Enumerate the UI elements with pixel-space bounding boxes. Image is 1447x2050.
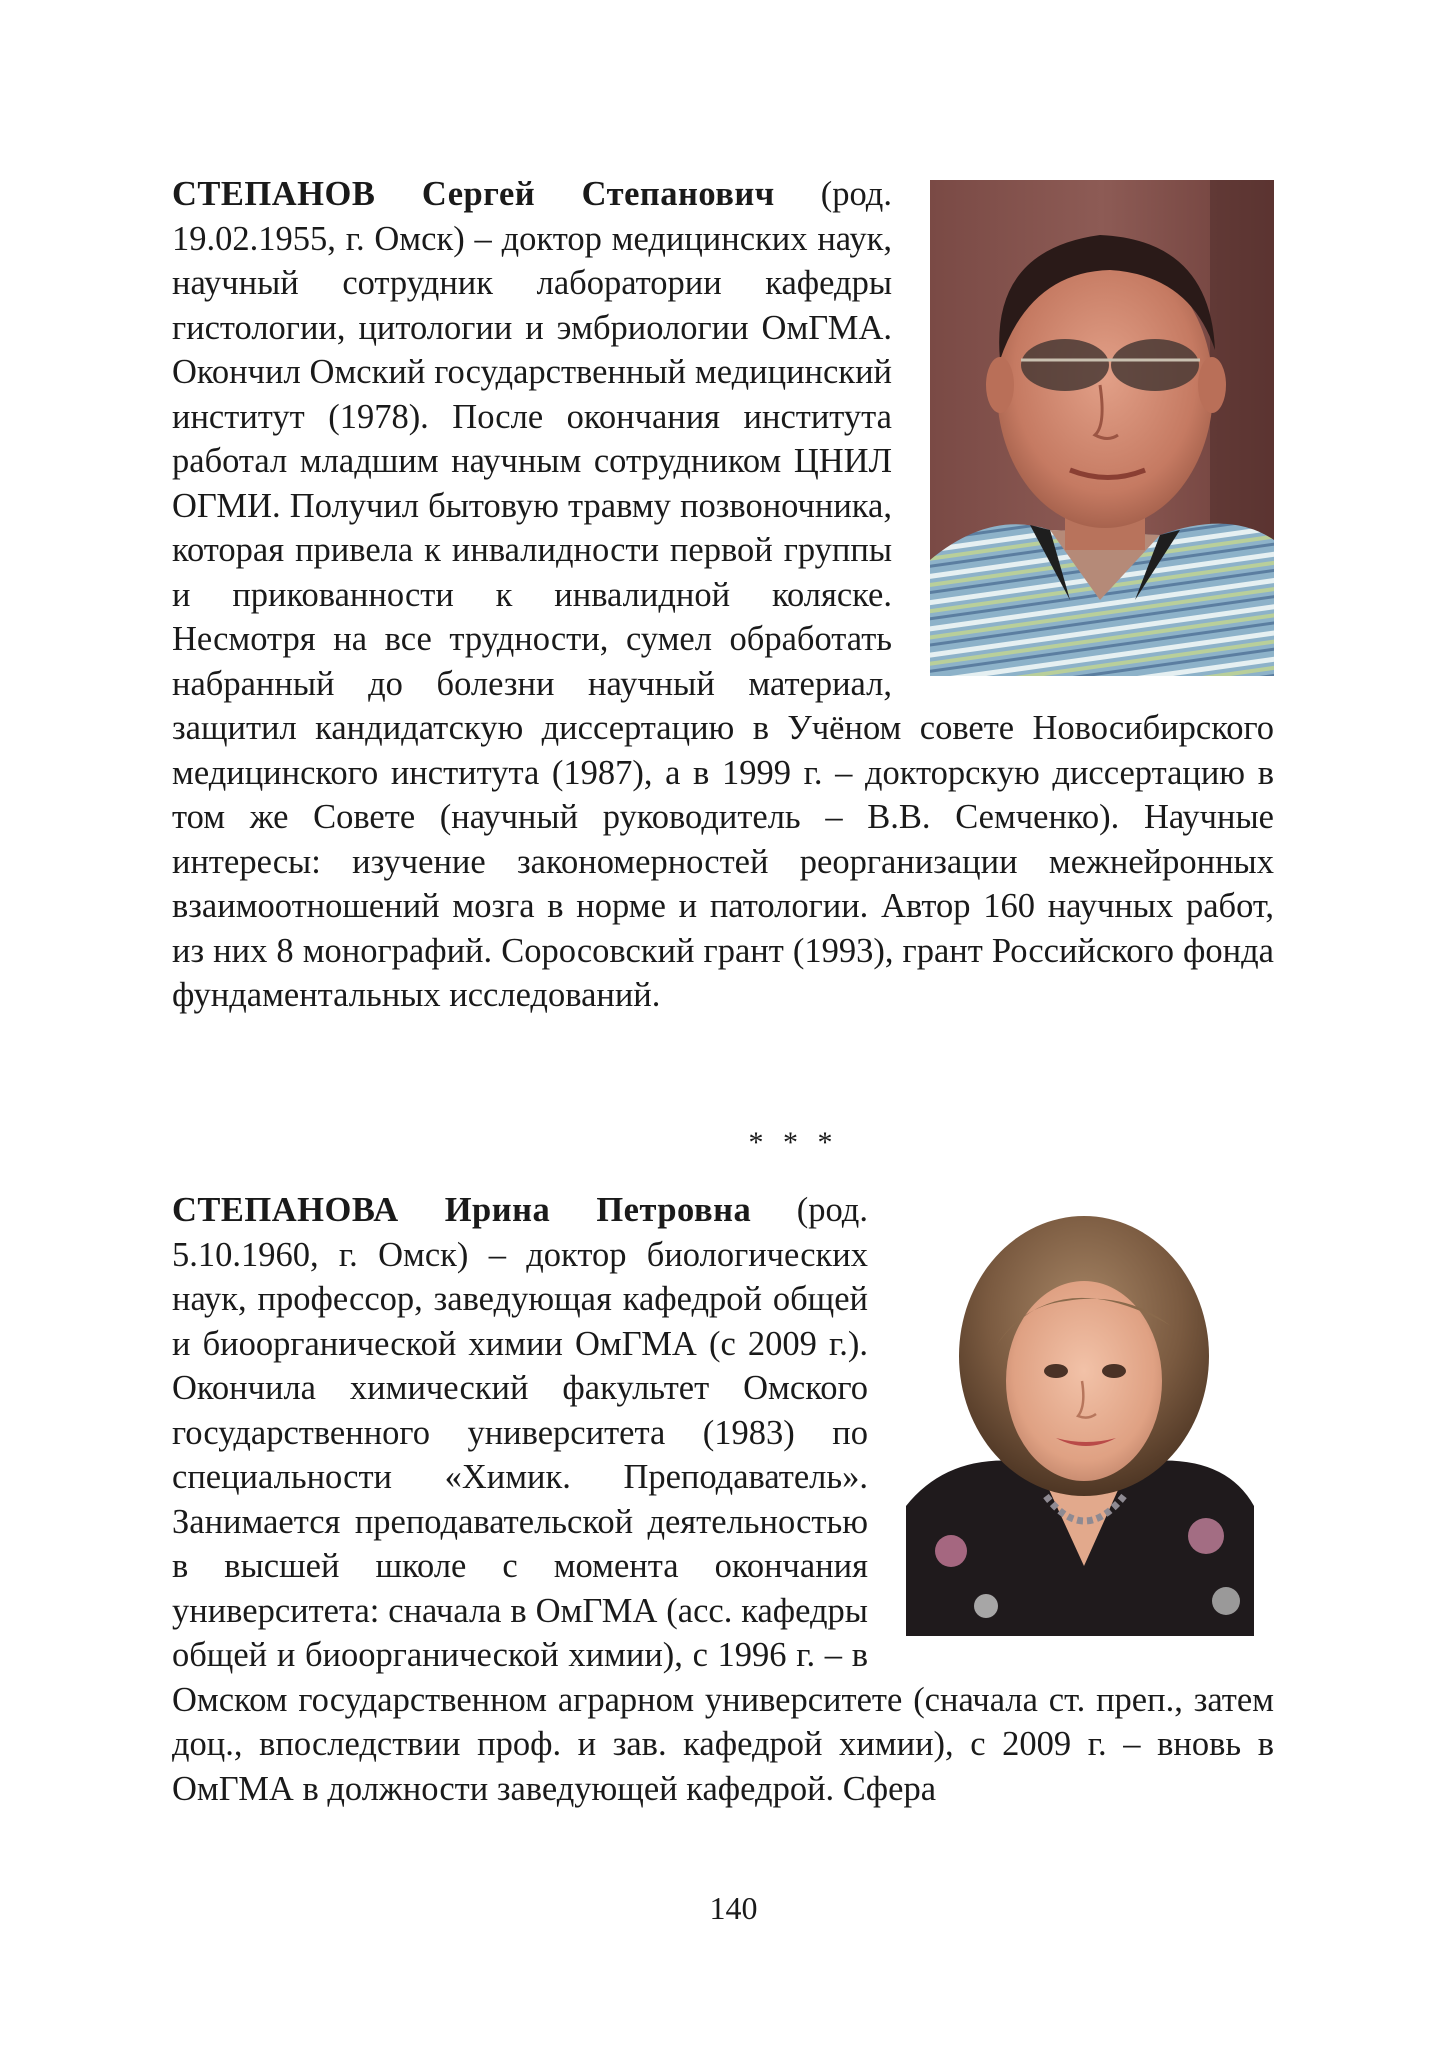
- person-name: СТЕПАНОВА Ирина Петровна: [172, 1191, 752, 1229]
- biography-body: (род. 19.02.1955, г. Омск) – доктор медицинских наук, научный сотрудник лаборатории кафедры гистологии, цитологии и эмбриологии ОмГМА. Окончил Омский государственный медицинский институт (1978). После окончания института работал младшим научным сотрудником ЦНИЛ ОГМИ. Получил бытовую травму позвоночника, которая привела к инвалидности первой группы и прикованности к инвалидной коляске. Несмотря на все трудности, сумел обработать набранный до болезни научный материал, защитил кандидатскую диссертацию в Учёном совете Новосибирского медицинского института (1987), а в 1999 г. – докторскую диссертацию в том же Совете (научный руководитель – В.В. Семченко). Научные интересы: изучение закономерностей реорганизации межнейронных взаимоотношений мозга в норме и патологии. Автор 160 научных работ, из них 8 монографий. Соросовский грант (1993), грант Российского фонда фундаментальных исследований.: [172, 175, 1274, 1014]
- person-name: СТЕПАНОВ Сергей Степанович: [172, 175, 775, 213]
- portrait-woman-image: [906, 1206, 1254, 1636]
- biography-entry-stepanov: [172, 172, 1274, 1018]
- portrait-photo-stepanova: [906, 1206, 1254, 1636]
- portrait-man-image: [930, 180, 1274, 676]
- biography-body: (род. 5.10.1960, г. Омск) – доктор биологических наук, профессор, заведующая кафедрой общей и биоорганической химии ОмГМА (с 2009 г.). Окончила химический факультет Омского государственного университета (1983) по специальности «Химик. Преподаватель». Занимается преподавательской деятельностью в высшей школе с момента окончания университета: сначала в ОмГМА (асс. кафедры общей и биоорганической химии), с 1996 г. – в Омском государственном аграрном университете (сначала ст. преп., затем доц., впоследствии проф. и зав. кафедрой химии), с 2009 г. – вновь в ОмГМА в должности заведующей кафедрой. Сфера: [172, 1191, 1274, 1808]
- section-separator: * * *: [748, 1126, 839, 1159]
- biography-entry-stepanova: [172, 1188, 1274, 1811]
- page-number: 140: [709, 1890, 758, 1926]
- portrait-photo-stepanov: [930, 180, 1274, 676]
